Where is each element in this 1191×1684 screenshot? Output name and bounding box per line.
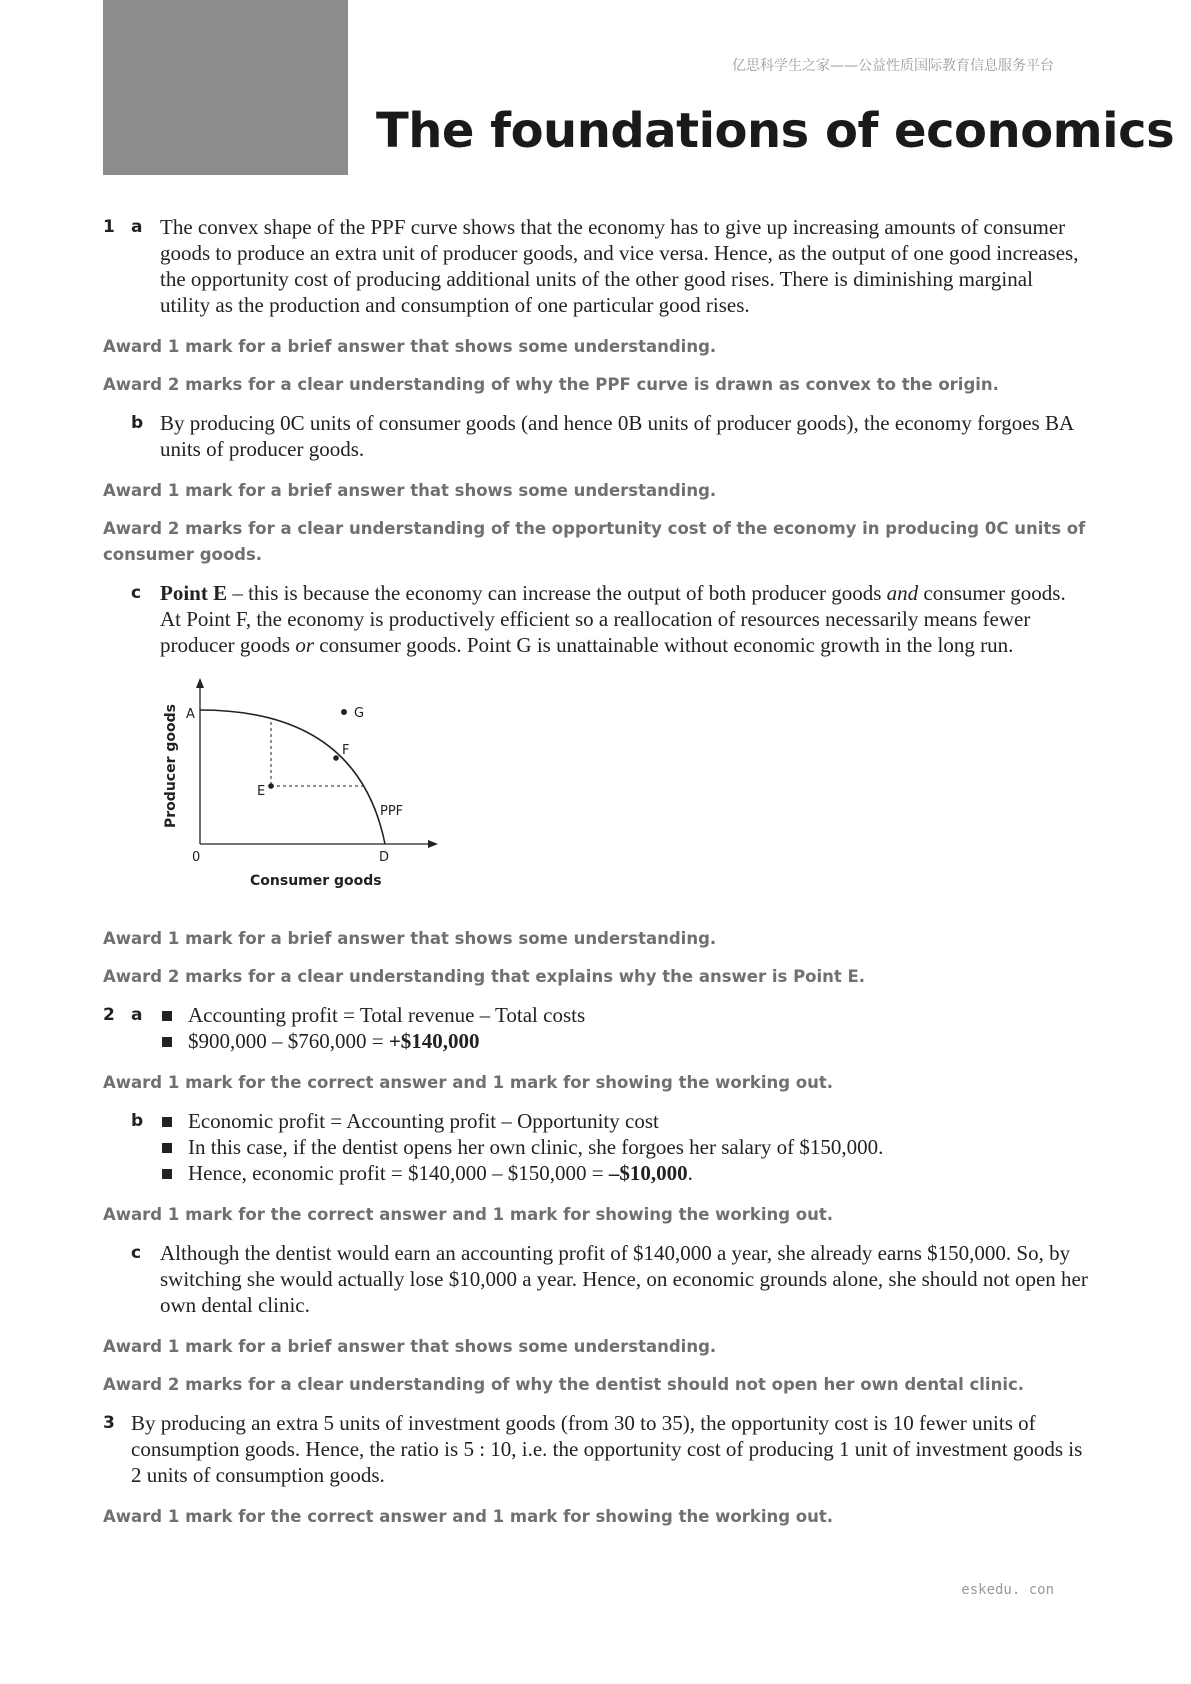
bullet-text: In this case, if the dentist opens her own clinic, she forgoes her salary of $150,000.: [188, 1135, 884, 1159]
mark-scheme-note: Award 2 marks for a clear understanding of the opportunity cost of the economy in producing 0C units of consumer goods.: [103, 519, 1086, 564]
answer-1c: [103, 580, 1088, 658]
ppf-diagram: [158, 674, 488, 904]
answer-text: The convex shape of the PPF curve shows that the economy has to give up increasing amounts of consumer goods to produce an extra unit of producer goods, and vice versa. Hence, as the output of one good increases, the opportunity cost of producing additional units of the other good rises. There is diminishing marginal utility as the production and consumption of one particular good rises.: [160, 215, 1079, 317]
x-axis-arrow: [428, 840, 438, 848]
page-title: The foundations of economics: [376, 103, 1175, 159]
footer-site: eskedu. con: [961, 1582, 1054, 1598]
label-origin: 0: [192, 850, 201, 865]
bullet-item: [160, 1108, 1088, 1134]
answer-3: [103, 1410, 1088, 1488]
mark-scheme-note: Award 2 marks for a clear understanding that explains why the answer is Point E.: [103, 967, 866, 986]
question-number: 1: [103, 217, 115, 237]
x-axis-label: Consumer goods: [250, 873, 382, 889]
bullet-text: .: [687, 1161, 693, 1185]
answer-2b: [103, 1108, 1088, 1186]
answer-text: By producing an extra 5 units of investment goods (from 30 to 35), the opportunity cost is 10 fewer units of consumption goods. Hence, the ratio is 5 : 10, i.e. the opportunity cost of producing 1 unit of investment goods is 2 units of consumption goods.: [131, 1411, 1083, 1487]
label-d: D: [379, 850, 390, 865]
ppf-diagram-svg: [158, 674, 488, 904]
bullet-text: $900,000 – $760,000 =: [188, 1029, 389, 1053]
question-number: 2: [103, 1005, 115, 1025]
bullet-text: Hence, economic profit = $140,000 – $150,000 =: [188, 1161, 609, 1185]
part-letter: a: [131, 1005, 143, 1025]
mark-scheme-note: Award 1 mark for the correct answer and 1 mark for showing the working out.: [103, 1073, 834, 1092]
label-a: A: [186, 707, 195, 722]
question-number: 3: [103, 1413, 115, 1433]
mark-scheme-note: Award 1 mark for a brief answer that shows some understanding.: [103, 337, 717, 356]
mark-scheme-note: Award 1 mark for a brief answer that shows some understanding.: [103, 481, 717, 500]
answer-value: +$140,000: [388, 1029, 480, 1053]
mark-scheme-note: Award 2 marks for a clear understanding of why the PPF curve is drawn as convex to the origin.: [103, 375, 999, 394]
bullet-item: [160, 1134, 1088, 1160]
answer-1a: [103, 214, 1088, 318]
bullet-list: [160, 1002, 1088, 1054]
answer-1b: [103, 410, 1088, 462]
answer-text: – this is because the economy can increase the output of both producer goods: [227, 581, 887, 605]
point-e-dot: [268, 783, 274, 789]
part-letter: c: [131, 583, 142, 603]
answer-2a: [103, 1002, 1088, 1054]
answer-value: –$10,000: [608, 1161, 688, 1185]
header-grey-block: [103, 0, 348, 175]
mark-scheme-note: Award 1 mark for a brief answer that shows some understanding.: [103, 929, 717, 948]
point-g-dot: [341, 709, 347, 715]
y-axis-label: Producer goods: [163, 704, 179, 828]
bullet-text: Accounting profit = Total revenue – Total costs: [188, 1003, 586, 1027]
label-g: G: [354, 706, 365, 721]
bullet-item: [160, 1002, 1088, 1028]
mark-scheme-note: Award 1 mark for the correct answer and 1 mark for showing the working out.: [103, 1205, 834, 1224]
answer-2c: [103, 1240, 1088, 1318]
answer-text: Although the dentist would earn an accounting profit of $140,000 a year, she already earns $150,000. So, by switching she would actually lose $10,000 a year. Hence, on economic grounds alone, she should not open her own dental clinic.: [160, 1241, 1088, 1317]
label-e: E: [257, 784, 266, 799]
answers-content: [103, 214, 1088, 1542]
answer-lead: Point E: [160, 581, 228, 605]
label-ppf: PPF: [380, 804, 404, 819]
mark-scheme-note: Award 1 mark for the correct answer and 1 mark for showing the working out.: [103, 1507, 834, 1526]
part-letter: a: [131, 217, 143, 237]
mark-scheme-note: Award 1 mark for a brief answer that shows some understanding.: [103, 1337, 717, 1356]
site-header-text: 亿思科学生之家——公益性质国际教育信息服务平台: [732, 58, 1054, 74]
point-f-dot: [333, 755, 339, 761]
part-letter: c: [131, 1243, 142, 1263]
y-axis-arrow: [196, 678, 204, 688]
bullet-text: Economic profit = Accounting profit – Opportunity cost: [188, 1109, 659, 1133]
emphasis-text: and: [886, 581, 919, 605]
bullet-item: [160, 1028, 1088, 1054]
mark-scheme-note: Award 2 marks for a clear understanding of why the dentist should not open her own dental clinic.: [103, 1375, 1025, 1394]
ppf-curve: [200, 710, 385, 844]
answer-text: By producing 0C units of consumer goods (and hence 0B units of producer goods), the economy forgoes BA units of producer goods.: [160, 411, 1073, 461]
bullet-item: [160, 1160, 1088, 1186]
bullet-list: [160, 1108, 1088, 1186]
label-f: F: [342, 743, 350, 758]
part-letter: b: [131, 1111, 144, 1131]
answer-text: consumer goods. Point G is unattainable without economic growth in the long run.: [314, 633, 1014, 657]
part-letter: b: [131, 413, 144, 433]
emphasis-text: or: [295, 633, 314, 657]
answer-text: consumer goods. At Point F, the economy is productively efficient so a reallocation of resources necessarily means fewer producer goods: [160, 581, 1066, 657]
